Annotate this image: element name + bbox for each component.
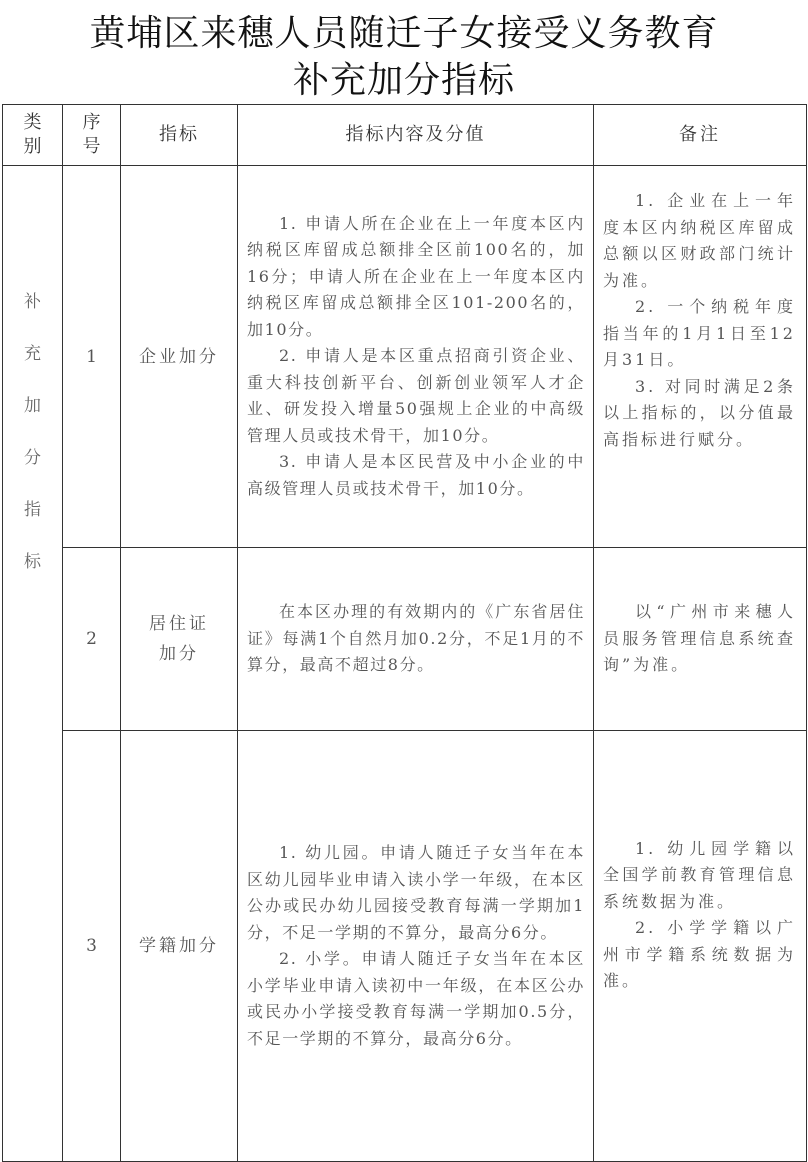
row-notes: 1. 企业在上一年度本区内纳税区库留成总额以区财政部门统计为准。 2. 一个纳税年度指当年的1月1日至12月31日。 3. 对同时满足2条以上指标的，以分值最高指标进行赋分。 <box>594 166 807 548</box>
table-header-row <box>3 105 807 166</box>
header-category: 类别 <box>3 105 63 166</box>
row-indicator: 企业加分 <box>121 166 238 548</box>
table-row <box>3 548 807 731</box>
row-indicator: 居住证加分 <box>121 548 238 731</box>
row-number: 1 <box>63 166 121 548</box>
row-indicator: 学籍加分 <box>121 731 238 1162</box>
row-number: 3 <box>63 731 121 1162</box>
row-notes: 以“广州市来穗人员服务管理信息系统查询”为准。 <box>594 548 807 731</box>
header-indicator: 指标 <box>121 105 238 166</box>
bonus-points-table <box>2 104 807 1162</box>
row-content: 1. 申请人所在企业在上一年度本区内纳税区库留成总额排全区前100名的，加16分；申请人所在企业在上一年度本区内纳税区库留成总额排全区101-200名的，加10分。 2. 申请人是本区重点招商引资企业、重大科技创新平台、创新创业领军人才企业、研发投入增量50强规上企业的中高级管理人员或技术骨干，加10分。 3. 申请人是本区民营及中小企业的中高级管理人员或技术骨干，加10分。 <box>238 166 594 548</box>
document-title-line2: 补充加分指标 <box>292 60 515 101</box>
category-cell <box>3 166 63 1162</box>
header-content: 指标内容及分值 <box>238 105 594 166</box>
row-number: 2 <box>63 548 121 731</box>
row-content: 在本区办理的有效期内的《广东省居住证》每满1个自然月加0.2分，不足1月的不算分，最高不超过8分。 <box>238 548 594 731</box>
header-notes: 备注 <box>594 105 807 166</box>
header-number: 序号 <box>63 105 121 166</box>
row-notes: 1. 幼儿园学籍以全国学前教育管理信息系统数据为准。 2. 小学学籍以广州市学籍系统数据为准。 <box>594 731 807 1162</box>
table-row <box>3 731 807 1162</box>
row-content: 1. 幼儿园。申请人随迁子女当年在本区幼儿园毕业申请入读小学一年级，在本区公办或民办幼儿园接受教育每满一学期加1分，不足一学期的不算分，最高分6分。 2. 小学。申请人随迁子女当年在本区小学毕业申请入读初中一年级，在本区公办或民办小学接受教育每满一学期加0.5分，不足一学期的不算分，最高分6分。 <box>238 731 594 1162</box>
document-title-line1: 黄埔区来穗人员随迁子女接受义务教育 <box>89 13 719 54</box>
category-label: 补 充 加 分 指 标 <box>24 292 41 572</box>
table-row <box>3 166 807 548</box>
